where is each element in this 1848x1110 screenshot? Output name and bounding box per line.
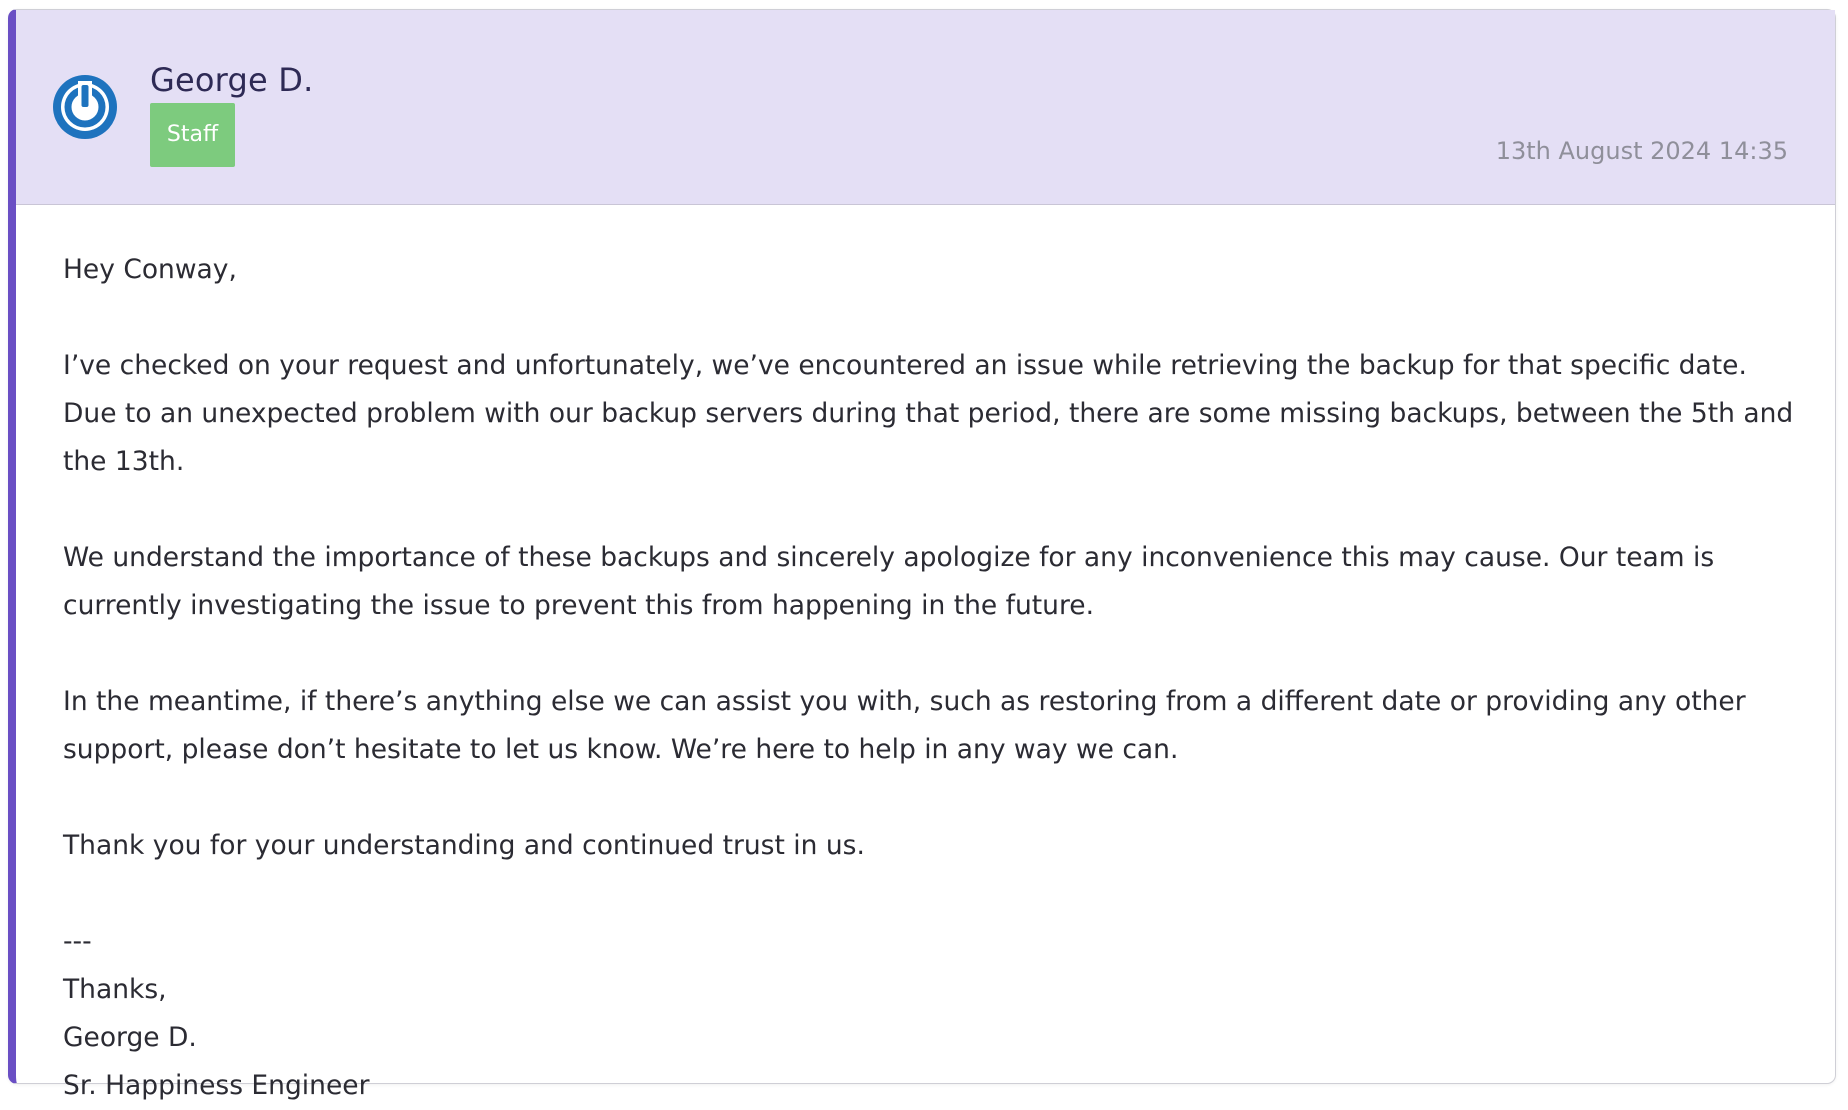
message-header (16, 10, 1835, 205)
message-timestamp: 13th August 2024 14:35 (1495, 137, 1788, 165)
power-logo-icon (53, 75, 117, 139)
body-paragraph: I’ve checked on your request and unfortunately, we’ve encountered an issue while retrieving the backup for that specific date. Due to an unexpected problem with our backup servers during that period, there are some missing backups, between the 5th and the 13th. (63, 350, 1794, 477)
signature-separator: --- (63, 926, 92, 957)
message-card (8, 9, 1836, 1101)
signature-title: Sr. Happiness Engineer (63, 1070, 370, 1101)
signature-name: George D. (63, 1022, 197, 1053)
body-paragraph: Thank you for your understanding and continued trust in us. (63, 830, 865, 861)
signoff: Thanks, (63, 974, 167, 1005)
author-name: George D. (150, 61, 314, 99)
body-paragraph: We understand the importance of these backups and sincerely apologize for any inconvenience this may cause. Our team is currently investigating the issue to prevent this from happening in the future. (63, 542, 1715, 621)
message-body (63, 246, 1795, 1110)
signature (63, 918, 1795, 1110)
staff-badge: Staff (150, 103, 235, 167)
body-paragraph: In the meantime, if there’s anything else we can assist you with, such as restoring from a different date or providing any other support, please don’t hesitate to let us know. We’re here to help in any way we can. (63, 686, 1746, 765)
avatar[interactable] (53, 75, 117, 139)
greeting: Hey Conway, (63, 254, 237, 285)
